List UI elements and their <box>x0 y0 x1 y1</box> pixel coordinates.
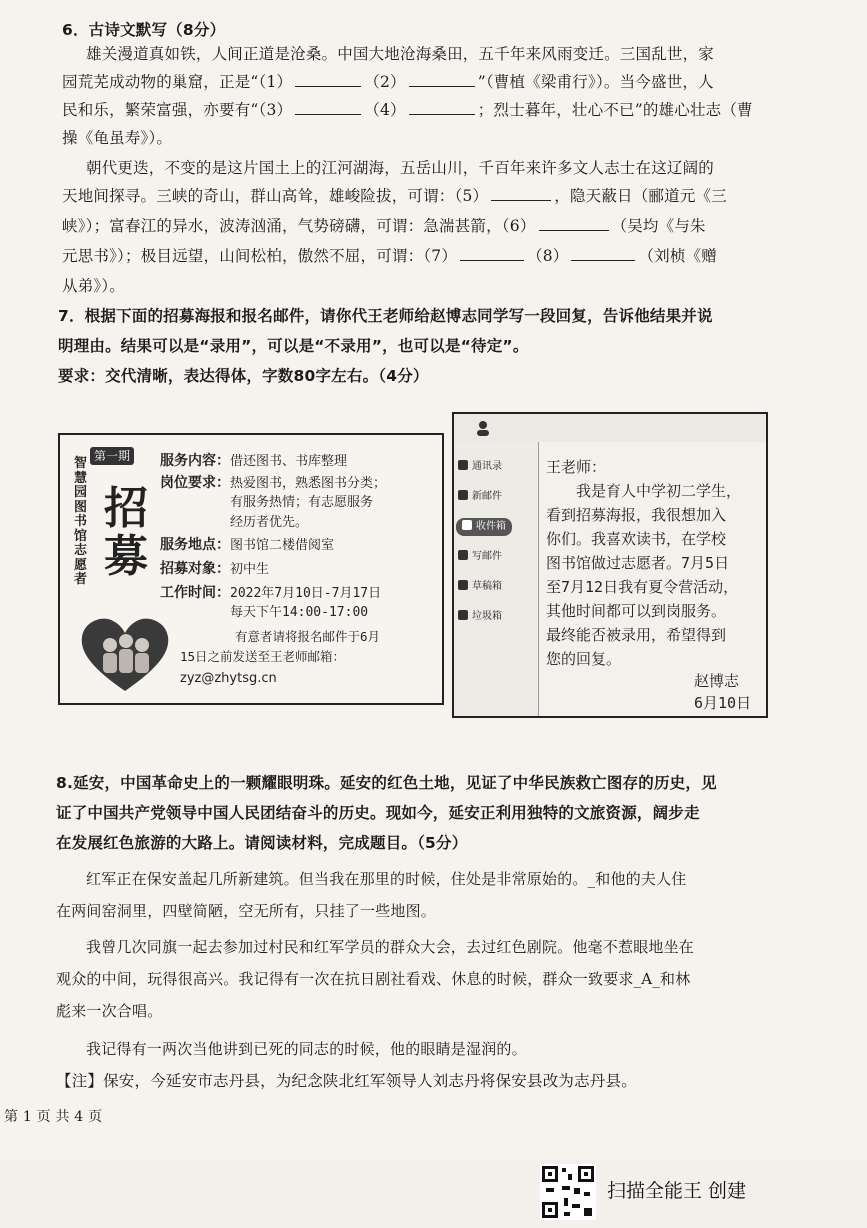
q8-passage-line: 我记得有一两次当他讲到已死的同志的时候，他的眼睛是湿润的。 <box>86 1040 527 1058</box>
q6-line: 民和乐，繁荣富强，亦要有“（3） （4） ；烈士暮年，壮心不已”的雄心壮志（曹 <box>62 101 753 119</box>
mail-toolbar <box>454 414 766 442</box>
mail-greeting: 王老师： <box>546 458 607 476</box>
poster-row: 服务内容：借还图书、书库整理 <box>160 453 348 469</box>
sidebar-item-trash[interactable]: 垃圾箱 <box>458 608 502 626</box>
q6-line: 峡》）；富春江的异水，波涛汹涌，气势磅礴，可谓：急湍甚箭，（6） （吴均《与朱 <box>62 217 706 235</box>
q6-heading: 6．古诗文默写（8分） <box>62 21 226 39</box>
answer-blank-2[interactable] <box>409 72 475 87</box>
poster-row: 岗位要求：热爱图书，熟悉图书分类； <box>160 475 387 491</box>
q6-line: 园荒芜成动物的巢窟，正是“（1） （2） ”（曹植《梁甫行》）。当今盛世，人 <box>62 73 714 91</box>
qr-code-icon <box>540 1164 596 1220</box>
q8-passage-line: 彪来一次合唱。 <box>56 1002 163 1020</box>
q6-line: 朝代更迭，不变的是这片国土上的江河湖海，五岳山川，千百年来许多文人志士在这辽阔的 <box>86 159 715 177</box>
q6-line: 从弟》）。 <box>62 277 126 295</box>
mail-body-line: 最终能否被录用，希望得到 <box>546 626 727 644</box>
compose-icon <box>458 550 468 560</box>
heart-volunteers-icon <box>80 617 170 693</box>
q8-passage-line: 在两间窑洞里，四壁简陋，空无所有，只挂了一些地图。 <box>56 902 437 920</box>
answer-blank-6[interactable] <box>539 216 609 231</box>
q7-requirement: 要求：交代清晰，表达得体，字数80字左右。（4分） <box>58 367 429 385</box>
q6-line: 天地间探寻。三峡的奇山，群山高耸，雄峻险拔，可谓：（5） ，隐天蔽日（郦道元《三 <box>62 187 727 205</box>
answer-blank-8[interactable] <box>571 246 635 261</box>
mail-sidebar <box>454 442 539 716</box>
poster-note: 15日之前发送至王老师邮箱： <box>180 649 346 664</box>
poster-row: 每天下午14:00-17:00 <box>230 605 369 620</box>
poster-issue: 第一期 <box>90 447 134 465</box>
inbox-icon <box>462 520 472 530</box>
poster-row: 服务地点：图书馆二楼借阅室 <box>160 537 335 553</box>
sidebar-item-compose[interactable]: 写邮件 <box>458 548 502 566</box>
q8-passage-line: 观众的中间，玩得很高兴。我记得有一次在抗日剧社看戏、休息的时候，群众一致要求_A_和林 <box>56 970 691 988</box>
q6-line: 元思书》）；极目远望，山间松柏，傲然不屈，可谓：（7） （8） （刘桢《赠 <box>62 247 717 265</box>
mail-signature-date: 6月10日 <box>694 694 752 712</box>
mail-body-line: 您的回复。 <box>546 650 622 668</box>
contacts-icon <box>458 460 468 470</box>
answer-blank-7[interactable] <box>460 246 524 261</box>
poster-row: 招募对象：初中生 <box>160 561 270 577</box>
sidebar-item-contacts[interactable]: 通讯录 <box>458 458 502 476</box>
signup-email-window <box>452 412 768 718</box>
q7-line: 7．根据下面的招募海报和报名邮件，请你代王老师给赵博志同学写一段回复，告诉他结果并说 <box>58 307 713 325</box>
sidebar-item-inbox[interactable]: 收件箱 <box>456 518 512 536</box>
poster-vertical-title: 智慧园图书馆志愿者 <box>74 456 88 587</box>
mail-body-line: 看到招募海报，我很想加入 <box>546 506 727 524</box>
poster-big-char: 招 募 <box>104 483 148 582</box>
poster-email: zyz@zhytsg.cn <box>180 671 277 686</box>
mail-body-line: 我是育人中学初二学生， <box>546 482 742 500</box>
scanner-brand: 扫描全能王 创建 <box>607 1180 747 1202</box>
q8-passage-line: 我曾几次同旗一起去参加过村民和红军学员的群众大会，去过红色剧院。他毫不惹眼地坐在 <box>86 938 695 956</box>
page-number: 第 1 页 共 4 页 <box>4 1109 103 1125</box>
new-mail-icon <box>458 490 468 500</box>
mail-signature-name: 赵博志 <box>694 672 740 690</box>
poster-row: 工作时间：2022年7月10日-7月17日 <box>160 585 382 601</box>
drafts-icon <box>458 580 468 590</box>
answer-blank-5[interactable] <box>491 186 551 201</box>
mail-body-line: 其他时间都可以到岗服务。 <box>546 602 727 620</box>
sidebar-item-drafts[interactable]: 草稿箱 <box>458 578 502 596</box>
trash-icon <box>458 610 468 620</box>
user-avatar-icon <box>476 420 490 436</box>
poster-row: 有服务热情；有志愿服务 <box>230 495 374 510</box>
q8-passage-line: 红军正在保安盖起几所新建筑。但当我在那里的时候，住处是非常原始的。_和他的夫人住 <box>86 870 687 888</box>
answer-blank-4[interactable] <box>409 100 475 115</box>
answer-blank-1[interactable] <box>295 72 361 87</box>
recruitment-poster <box>58 433 444 705</box>
mail-body-line: 至7月12日我有夏令营活动， <box>546 578 739 596</box>
mail-body-line: 你们。我喜欢读书，在学校 <box>546 530 727 548</box>
answer-blank-3[interactable] <box>295 100 361 115</box>
q8-line: 8.延安，中国革命史上的一颗耀眼明珠。延安的红色土地，见证了中华民族救亡图存的历史，见 <box>56 774 717 792</box>
poster-row: 经历者优先。 <box>230 515 309 530</box>
q6-line: 操《龟虽寿》）。 <box>62 129 173 147</box>
poster-note: 有意者请将报名邮件于6月 <box>235 629 381 644</box>
q8-line: 在发展红色旅游的大路上。请阅读材料，完成题目。（5分） <box>56 834 468 852</box>
q6-line: 雄关漫道真如铁，人间正道是沧桑。中国大地沧海桑田，五千年来风雨变迁。三国乱世，家 <box>86 45 715 63</box>
q8-line: 证了中国共产党领导中国人民团结奋斗的历史。现如今，延安正利用独特的文旅资源，阔步走 <box>56 804 700 822</box>
mail-body-line: 图书馆做过志愿者。7月5日 <box>546 554 730 572</box>
sidebar-item-new-mail[interactable]: 新邮件 <box>458 488 502 506</box>
q7-line: 明理由。结果可以是“录用”，可以是“不录用”，也可以是“待定”。 <box>58 337 529 355</box>
q8-note: 【注】保安，今延安市志丹县，为纪念陕北红军领导人刘志丹将保安县改为志丹县。 <box>56 1072 637 1090</box>
